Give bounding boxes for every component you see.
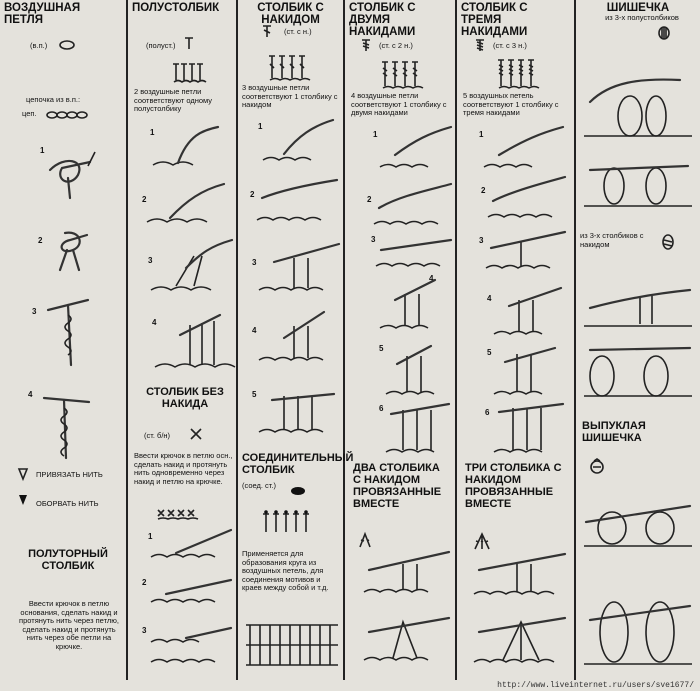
half-step-3-illustration (146, 238, 236, 298)
step-number: 1 (479, 130, 484, 139)
dtr-step-5-illustration (489, 340, 569, 400)
dc-step-5-illustration (254, 380, 344, 440)
step-number: 1 (150, 128, 155, 137)
dtr-step-1-illustration (479, 125, 569, 175)
double-treble-abbr: (ст. с 3 н.) (493, 41, 527, 50)
step-number: 3 (32, 307, 37, 316)
dtr-chart-icon (497, 56, 543, 90)
slip-stitch-illustration (242, 615, 342, 675)
tr-step-1-illustration (375, 125, 455, 175)
dtr-step-6-illustration (489, 398, 569, 458)
step-number: 4 (487, 294, 492, 303)
dc3tog-step-1-illustration (469, 550, 569, 600)
step-number: 3 (371, 235, 376, 244)
dc2tog-step-1-illustration (359, 548, 453, 598)
half-step-2-illustration (142, 180, 232, 230)
column-treble-crochet (345, 0, 457, 680)
raised-bobble-symbol-icon (590, 458, 604, 474)
chain-step-2-illustration (45, 225, 95, 275)
step-number: 4 (252, 326, 257, 335)
slip-dot-icon (290, 486, 306, 496)
sc-chart-icon (156, 508, 206, 520)
tie-thread-label: ПРИВЯЗАТЬ НИТЬ (36, 470, 103, 479)
double-crochet-abbr: (ст. с н.) (284, 27, 312, 36)
chain-stitch-title: ВОЗДУШНАЯ ПЕТЛЯ (4, 2, 81, 26)
chain-step-4-illustration (34, 380, 94, 460)
double-crochet-title: СТОЛБИК С НАКИДОМ (257, 2, 324, 26)
bobble-dc-step-1-illustration (580, 282, 696, 332)
tr-step-4-illustration (375, 278, 455, 334)
step-number: 5 (487, 348, 492, 357)
chain-step-3-illustration (38, 290, 98, 370)
dc3tog-symbol-icon (473, 532, 491, 550)
tr-chart-icon (381, 58, 427, 90)
double-treble-title: СТОЛБИК С ТРЕМЯ НАКИДАМИ (461, 2, 528, 38)
step-number: 4 (429, 274, 434, 283)
bobble-dc-symbol-icon (662, 234, 674, 250)
column-half-stitch (128, 0, 238, 680)
sc-step-2-illustration (146, 570, 236, 610)
sc-step-3-illustration (146, 620, 236, 670)
step-number: 4 (28, 390, 33, 399)
raised-bobble-step-2-illustration (580, 580, 696, 670)
step-number: 2 (250, 190, 255, 199)
dc3tog-step-2-illustration (469, 608, 569, 668)
chain-label: цепочка из в.п.: (26, 95, 81, 104)
dc-chart-icon (268, 52, 314, 82)
column-chain-stitch (0, 0, 128, 680)
double-treble-text: 5 воздушных петель соответствуют 1 столбику с тремя накидами (463, 91, 559, 117)
dc-step-4-illustration (254, 308, 344, 368)
dc-step-3-illustration (254, 238, 344, 298)
step-number: 1 (258, 122, 263, 131)
step-number: 6 (379, 404, 384, 413)
bobble-step-2-illustration (580, 152, 696, 212)
bobble-sub-1: из 3-х полустолбиков (605, 13, 679, 22)
oval-symbol-icon (58, 40, 76, 50)
step-number: 2 (481, 186, 486, 195)
dtr-symbol-icon (475, 38, 485, 52)
dc-step-1-illustration (258, 118, 338, 168)
slip-stitch-title: СОЕДИНИТЕЛЬНЫЙ СТОЛБИК (242, 452, 354, 476)
x-symbol-icon (190, 428, 202, 440)
dc2tog-step-2-illustration (359, 606, 453, 666)
step-number: 1 (148, 532, 153, 541)
half-stitch-title: ПОЛУСТОЛБИК (132, 2, 220, 14)
chain-abbr-2: цеп. (22, 109, 37, 118)
tr-step-5-illustration (381, 340, 455, 400)
treble-crochet-text: 4 воздушные петли соответствуют 1 столбику с двумя накидами (351, 91, 447, 117)
step-number: 2 (142, 578, 147, 587)
step-number: 3 (142, 626, 147, 635)
tr-symbol-icon (361, 38, 371, 52)
single-crochet-title: СТОЛБИК БЕЗ НАКИДА (146, 386, 224, 410)
dc-symbol-icon (262, 24, 272, 38)
raised-bobble-title: ВЫПУКЛАЯ ШИШЕЧКА (582, 420, 646, 444)
dtr-step-4-illustration (489, 284, 569, 340)
raised-bobble-step-1-illustration (580, 486, 696, 556)
slip-stitch-chart-icon (262, 510, 312, 538)
half-double-text: Ввести крючок в петлю основания, сделать накид и протянуть нить через петлю, сделать накид и протянуть нить через обе петли на крючке. (19, 599, 119, 651)
half-stitch-chart-icon (172, 60, 212, 84)
step-number: 3 (148, 256, 153, 265)
half-stitch-abbr: (полуст.) (146, 41, 176, 50)
t-symbol-icon (184, 36, 194, 50)
treble-crochet-abbr: (ст. с 2 н.) (379, 41, 413, 50)
bobble-sub-2: из 3-х столбиков с накидом (580, 231, 644, 249)
half-double-title: ПОЛУТОРНЫЙ СТОЛБИК (28, 548, 108, 572)
step-number: 5 (252, 390, 257, 399)
half-step-4-illustration (150, 305, 240, 375)
tr-step-6-illustration (381, 398, 455, 458)
half-step-1-illustration (148, 125, 228, 175)
column-double-treble (457, 0, 576, 680)
slip-stitch-abbr: (соед. ст.) (242, 481, 276, 490)
bobble-step-1-illustration (580, 72, 696, 142)
dc-step-2-illustration (252, 178, 342, 228)
step-number: 2 (38, 236, 43, 245)
dtr-step-3-illustration (481, 226, 569, 276)
step-number: 5 (379, 344, 384, 353)
bobble-symbol-icon (658, 26, 670, 40)
cut-thread-label: ОБОРВАТЬ НИТЬ (36, 499, 99, 508)
bobble-dc-step-2-illustration (580, 340, 696, 400)
single-crochet-abbr: (ст. б/н) (144, 431, 171, 440)
step-number: 2 (367, 195, 372, 204)
column-bobble (576, 0, 700, 680)
step-number: 1 (40, 146, 45, 155)
step-number: 4 (152, 318, 157, 327)
step-number: 6 (485, 408, 490, 417)
dtr-step-2-illustration (483, 175, 569, 225)
two-dc-together-title: ДВА СТОЛБИКА С НАКИДОМ ПРОВЯЗАННЫЕ ВМЕСТЕ (353, 462, 442, 510)
three-dc-together-title: ТРИ СТОЛБИКА С НАКИДОМ ПРОВЯЗАННЫЕ ВМЕСТЕ (465, 462, 562, 510)
step-number: 1 (373, 130, 378, 139)
tie-thread-icon (18, 468, 28, 480)
single-crochet-text: Ввести крючок в петлю осн., сделать накид и протянуть нить одновременно через накид и петлю на крючке. (134, 451, 233, 486)
source-url: http://www.liveinternet.ru/users/sve1677/ (497, 681, 694, 690)
chain-abbr: (в.п.) (30, 41, 48, 50)
step-number: 3 (252, 258, 257, 267)
cut-thread-icon (18, 494, 28, 506)
slip-stitch-text: Применяется для образования круга из воздушных петель, для соединения мотивов и краев между собой и т.д. (242, 549, 329, 592)
treble-crochet-title: СТОЛБИК С ДВУМЯ НАКИДАМИ (349, 2, 416, 38)
chain-step-1-illustration (40, 150, 100, 200)
bobble-title: ШИШЕЧКА (606, 2, 670, 14)
sc-step-1-illustration (146, 525, 236, 565)
dc2tog-symbol-icon (357, 532, 373, 548)
tr-step-2-illustration (369, 182, 455, 232)
column-double-crochet (238, 0, 354, 680)
half-stitch-text: 2 воздушные петли соответствуют одному полустолбику (134, 87, 213, 113)
step-number: 3 (479, 236, 484, 245)
step-number: 2 (142, 195, 147, 204)
double-crochet-text: 3 воздушные петли соответствуют 1 столбику с накидом (242, 83, 338, 109)
chain-symbol-icon (46, 110, 96, 120)
tr-step-3-illustration (371, 232, 455, 272)
